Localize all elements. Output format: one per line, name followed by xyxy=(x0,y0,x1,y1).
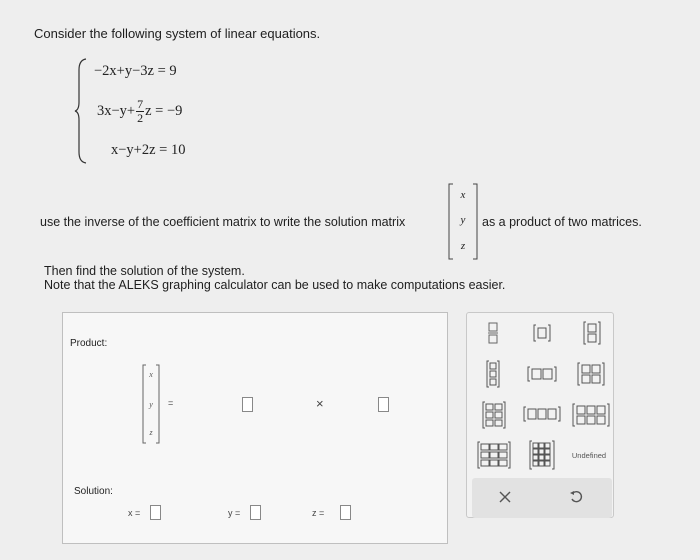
x-input[interactable] xyxy=(150,505,161,520)
fraction-denominator: 2 xyxy=(137,111,144,125)
matrix-3x1-icon xyxy=(486,360,500,388)
palette-matrix-3x2-button[interactable] xyxy=(480,400,508,430)
palette-matrix-2x3-button[interactable] xyxy=(572,402,610,428)
palette-matrix-4x3-button[interactable] xyxy=(528,440,556,470)
undo-icon xyxy=(569,490,583,504)
equation-3: x−y+2z = 10 xyxy=(111,142,186,158)
matrix-entry-y: y xyxy=(460,214,466,226)
z-input[interactable] xyxy=(340,505,351,520)
x-label: x = xyxy=(128,508,141,518)
matrix-3x3-icon xyxy=(477,441,511,469)
matrix-1x2-icon xyxy=(527,366,557,382)
equation-2-right: z = −9 xyxy=(145,103,183,119)
matrix-2x3-icon xyxy=(572,403,610,427)
product-xyz-matrix xyxy=(142,364,160,444)
palette-action-bar xyxy=(472,478,612,518)
equals-sign: = xyxy=(168,398,174,408)
palette-matrix-2x2-button[interactable] xyxy=(576,360,606,388)
matrix-input-1[interactable] xyxy=(242,397,253,412)
then-line-2: Note that the ALEKS graphing calculator can be used to make computations easier. xyxy=(44,278,506,292)
product-label: Product: xyxy=(70,338,108,349)
matrix-1x1-icon xyxy=(533,324,551,342)
small-matrix-x: x xyxy=(149,370,153,379)
matrix-2x1-icon xyxy=(583,321,601,345)
solution-label: Solution: xyxy=(74,486,113,497)
matrix-4x3-icon xyxy=(529,440,555,470)
system-brace xyxy=(74,58,88,164)
y-label: y = xyxy=(228,508,241,518)
then-text xyxy=(44,264,505,292)
solution-matrix xyxy=(448,183,478,260)
palette-matrix-1x1-button[interactable] xyxy=(528,322,556,344)
palette-matrix-3x1-button[interactable] xyxy=(482,360,504,388)
matrix-3x2-icon xyxy=(482,401,506,429)
equation-2-left: 3x−y+ xyxy=(97,103,136,119)
then-line-1: Then find the solution of the system. xyxy=(44,264,245,278)
small-matrix-y: y xyxy=(149,400,153,409)
equation-2 xyxy=(97,98,182,125)
question-prompt: Consider the following system of linear equations. xyxy=(34,26,321,41)
matrix-input-2[interactable] xyxy=(378,397,389,412)
fraction-numerator: 7 xyxy=(137,97,144,111)
y-input[interactable] xyxy=(250,505,261,520)
clear-button[interactable] xyxy=(494,486,516,508)
x-icon xyxy=(499,491,511,503)
small-matrix-z: z xyxy=(149,428,153,437)
times-sign: × xyxy=(316,396,324,411)
palette-matrix-1x2-button[interactable] xyxy=(524,364,560,384)
matrix-2x2-icon xyxy=(577,362,605,386)
palette-fraction-button[interactable] xyxy=(482,320,504,346)
matrix-entry-z: z xyxy=(460,240,466,252)
instruction-after: as a product of two matrices. xyxy=(482,215,642,229)
matrix-entry-x: x xyxy=(460,189,466,201)
palette-matrix-2x1-button[interactable] xyxy=(580,320,604,346)
palette-matrix-3x3-button[interactable] xyxy=(476,440,512,470)
equation-1: −2x+y−3z = 9 xyxy=(94,63,177,79)
instruction-before: use the inverse of the coefficient matrix to write the solution matrix xyxy=(40,215,406,229)
undo-button[interactable] xyxy=(565,486,587,508)
matrix-1x3-icon xyxy=(523,406,561,422)
z-label: z = xyxy=(312,508,325,518)
palette-undefined-button[interactable]: Undefined xyxy=(571,450,607,460)
palette-matrix-1x3-button[interactable] xyxy=(522,404,562,424)
equation-2-fraction xyxy=(136,98,144,125)
fraction-icon xyxy=(487,322,499,344)
